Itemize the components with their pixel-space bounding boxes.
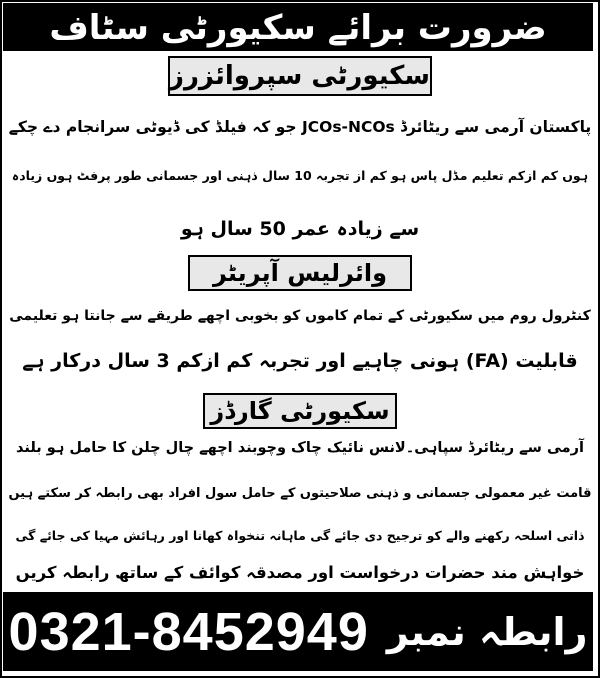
wireless-line-1: کنٹرول روم میں سکیورٹی کے تمام کاموں کو بخوبی اچھے طریقے سے جانتا ہو تعلیمی [9, 308, 591, 324]
wireless-line-2: قابلیت (FA) ہونی چاہیے اور تجربہ کم ازکم 3 سال درکار ہے [22, 350, 578, 372]
section-heading-supervisors: سکیورٹی سپروائزرز [168, 56, 432, 96]
guards-line-3: ذاتی اسلحہ رکھنے والے کو ترجیح دی جائے گی ماہانہ تنخواہ کھانا اور رہائش مہیا کی جائے گی [15, 528, 585, 543]
contact-bar [3, 592, 593, 671]
ad-title: ضرورت برائے سکیورٹی سٹاف [3, 3, 593, 51]
guards-line-4: خواہش مند حضرات درخواست اور مصدقہ کوائف کے ساتھ رابطہ کریں [15, 563, 585, 582]
guards-line-2: قامت غیر معمولی جسمانی و ذہنی صلاحیتوں کے حامل سول افراد بھی رابطہ کر سکتے ہیں [8, 486, 592, 501]
section-heading-guards: سکیورٹی گارڈز [203, 393, 397, 429]
supervisors-line-2: ہوں کم ازکم تعلیم مڈل پاس ہو کم از تجربہ 10 سال ذہنی اور جسمانی طور پرفٹ ہوں زیادہ [11, 168, 589, 183]
phone-number[interactable]: 0321-8452949 [8, 601, 369, 662]
supervisors-line-3: سے زیادہ عمر 50 سال ہو [180, 218, 420, 240]
contact-label: رابطہ نمبر [386, 609, 588, 654]
guards-line-1: آرمی سے ریٹائرڈ سپاہی۔لانس نائیک چاک وچوبند اچھے چال چلن کا حامل ہو بلند [16, 440, 584, 456]
section-heading-wireless-operator: وائرلیس آپریٹر [188, 255, 412, 291]
supervisors-line-1: پاکستان آرمی سے ریٹائرڈ JCOs-NCOs جو کہ فیلڈ کی ڈیوٹی سرانجام دے چکے [8, 118, 592, 136]
